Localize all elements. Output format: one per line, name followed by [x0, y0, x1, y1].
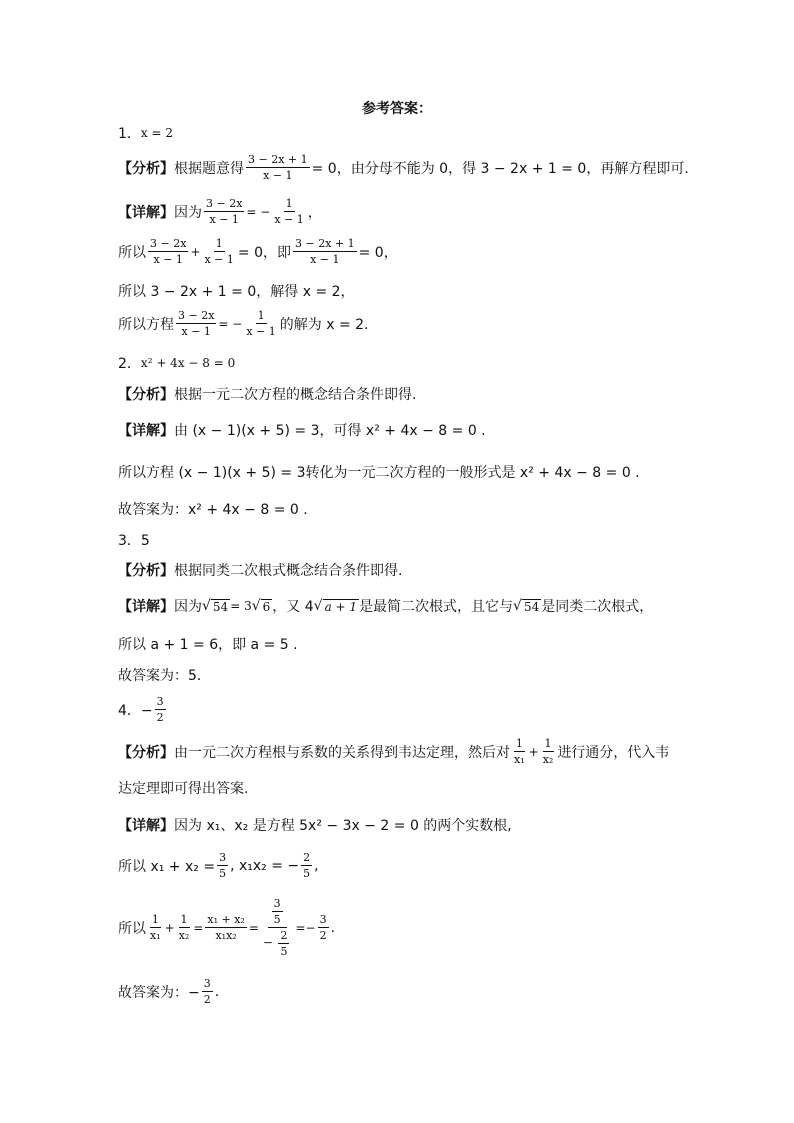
q1-detail-tag: 【详解】 [118, 204, 174, 221]
q3-detail-line [118, 596, 653, 616]
q4-detail-line [118, 815, 512, 835]
q1-answer-line [118, 123, 173, 143]
q2-line2: 所以方程 (x − 1)(x + 5) = 3转化为一元二次方程的一般形式是 x² + 4x − 8 = 0 . [118, 465, 640, 481]
q3-detail-tag: 【详解】 [118, 599, 174, 615]
q4-analysis-line [118, 736, 669, 767]
q1-answer: x = 2 [140, 126, 174, 140]
fraction-numerator: 1 [544, 737, 552, 750]
q4-detail-text: 因为 x₁、x₂ 是方程 5x² − 3x − 2 = 0 的两个实数根, [174, 818, 512, 834]
fraction [155, 694, 166, 725]
fraction-numerator [268, 896, 287, 928]
q2-number: 2． [118, 356, 141, 372]
q1-line2-text-c: = 0， [358, 244, 398, 261]
fraction-denominator: x − 1 [263, 169, 293, 182]
equals-minus: = − [246, 204, 271, 219]
q3-analysis-text: 根据同类二次根式概念结合条件即得. [174, 563, 403, 579]
q3-detail-text-a: 因为 [174, 599, 202, 615]
q1-line2 [118, 236, 398, 267]
q2-analysis-text: 根据一元二次方程的概念结合条件即得. [174, 387, 417, 403]
equals-minus: = − [218, 316, 243, 331]
fraction-numerator: x₁ + x₂ [207, 913, 245, 926]
q1-line4 [118, 308, 369, 339]
q4-line4 [118, 976, 219, 1007]
fraction [272, 896, 283, 927]
fraction-denominator: 5 [280, 945, 288, 958]
equals-sign: = [248, 920, 259, 935]
radical-sign: √ [202, 598, 211, 614]
fraction-numerator: 3 − 2x [206, 197, 243, 210]
q1-detail-line [118, 196, 322, 227]
q1-line4-text-a: 所以方程 [118, 316, 174, 333]
q3-detail-text-d: 是最简二次根式，且它与 [359, 599, 514, 615]
fraction [541, 736, 556, 767]
q3-line3: 故答案为：5. [118, 668, 202, 684]
minus-sign: − [262, 935, 273, 950]
radical-sign: √ [513, 598, 522, 614]
fraction [272, 196, 305, 227]
q2-line3: 故答案为：x² + 4x − 8 = 0 . [118, 502, 308, 518]
q4-line4-text-a: 故答案为：− [118, 984, 200, 1001]
fraction-numerator: 1 [257, 309, 265, 322]
q2-detail-text: 由 (x − 1)(x + 5) = 3，可得 x² + 4x − 8 = 0 . [174, 423, 486, 439]
q3-answer-line: 3．5 [118, 533, 150, 549]
fraction [176, 308, 216, 339]
fraction [293, 236, 357, 267]
radicand: 54 [212, 599, 229, 614]
fraction [205, 912, 246, 943]
fraction [278, 928, 289, 959]
fraction-denominator: 2 [156, 711, 164, 724]
q3-analysis-tag: 【分析】 [118, 563, 174, 579]
fraction-denominator: x₁x₂ [215, 929, 237, 942]
q4-line2-text-b: , x₁x₂ = − [230, 857, 300, 874]
q4-number: 4．− [118, 702, 153, 719]
period: . [330, 919, 336, 936]
q4-line3-text-a: 所以 [118, 920, 146, 937]
fraction [202, 976, 213, 1007]
q2-detail-tag: 【详解】 [118, 423, 174, 439]
q1-line2-text-b: = 0，即 [237, 244, 291, 261]
q4-line3 [118, 896, 335, 959]
fraction-denominator: 5 [303, 867, 311, 880]
plus-sign: + [164, 920, 175, 935]
q4-analysis-text-a: 由一元二次方程根与系数的关系得到韦达定理，然后对 [174, 744, 510, 761]
equals-sign: = [295, 920, 306, 935]
q3-analysis-line [118, 560, 402, 580]
q1-analysis-text-a: 根据题意得 [174, 160, 244, 177]
radical-sign: √ [313, 598, 323, 614]
fraction [148, 236, 188, 267]
q3-detail-text-c: ，又 4 [272, 599, 314, 615]
q1-analysis-text-b: = 0，由分母不能为 0，得 3 − 2x + 1 = 0，再解方程即可. [311, 160, 689, 177]
q4-line2-text-a: 所以 x₁ + x₂ = [118, 858, 216, 875]
fraction-denominator: x − 1 [274, 213, 304, 226]
fraction-denominator: x₁ [514, 753, 525, 766]
fraction-numerator: 3 [219, 851, 227, 864]
fraction-denominator: 5 [219, 867, 227, 880]
q2-answer-line [118, 353, 235, 373]
q2-analysis-tag: 【分析】 [118, 387, 174, 403]
fraction [202, 236, 235, 267]
q4-answer-line [118, 694, 168, 725]
fraction-numerator: 2 [280, 929, 288, 942]
q4-line2 [118, 850, 319, 881]
q1-analysis-line [118, 152, 689, 183]
q3-detail-text-b: = 3 [230, 599, 252, 613]
fraction-numerator: 1 [215, 237, 223, 250]
fraction [512, 736, 527, 767]
fraction-denominator: x − 1 [209, 213, 239, 226]
q1-line2-text-a: 所以 [118, 244, 146, 261]
fraction-denominator: x − 1 [310, 253, 340, 266]
period: . [214, 983, 220, 1000]
q4-line2-text-c: , [314, 857, 319, 874]
compound-fraction [261, 896, 294, 959]
fraction-numerator: 1 [515, 737, 523, 750]
q4-analysis-tag: 【分析】 [118, 744, 174, 761]
fraction-denominator: x₂ [542, 753, 554, 766]
fraction-numerator: 1 [151, 913, 159, 926]
fraction-numerator: 3 − 2x + 1 [248, 153, 308, 166]
fraction-denominator: x − 1 [181, 325, 211, 338]
equals-sign: = [193, 920, 204, 935]
q4-detail-tag: 【详解】 [118, 818, 174, 834]
fraction-numerator: 3 [319, 913, 327, 926]
fraction-denominator: x − 1 [153, 253, 183, 266]
fraction-numerator: 1 [285, 197, 293, 210]
q2-detail-line [118, 420, 486, 440]
comma: ， [307, 204, 322, 221]
radicand: 6 [262, 599, 271, 614]
page-title: 参考答案： [362, 101, 432, 117]
fraction [204, 196, 244, 227]
q4-analysis-line2: 达定理即可得出答案. [118, 781, 249, 797]
q1-line4-text-b: 的解为 x = 2. [279, 316, 369, 333]
fraction-denominator: 2 [319, 929, 327, 942]
fraction-denominator: 5 [273, 913, 281, 926]
fraction-denominator: x − 1 [246, 325, 276, 338]
fraction-denominator: 2 [203, 993, 211, 1006]
fraction-numerator: 3 − 2x [178, 309, 215, 322]
q3-line2: 所以 a + 1 = 6，即 a = 5 . [118, 637, 298, 653]
fraction-numerator: 3 − 2x [150, 237, 187, 250]
fraction-numerator: 3 [156, 695, 164, 708]
q1-detail-text: 因为 [174, 204, 202, 221]
minus-sign: − [305, 920, 316, 935]
q4-analysis-text-b: 进行通分，代入韦 [557, 744, 670, 761]
q3-detail-text-e: 是同类二次根式， [541, 599, 654, 615]
fraction [177, 912, 192, 943]
fraction [244, 308, 277, 339]
fraction [318, 912, 329, 943]
fraction-denominator: x − 1 [204, 253, 234, 266]
q1-analysis-tag: 【分析】 [118, 160, 174, 177]
radicand: 54 [523, 599, 540, 614]
fraction-numerator: 3 [273, 897, 281, 910]
fraction-numerator: 2 [303, 851, 311, 864]
fraction-denominator [261, 928, 294, 959]
fraction-numerator: 1 [180, 913, 188, 926]
fraction [217, 850, 228, 881]
fraction [301, 850, 312, 881]
fraction-denominator: x₂ [178, 929, 190, 942]
q2-answer: x² + 4x − 8 = 0 [140, 356, 236, 370]
fraction [148, 912, 163, 943]
radical-sign: √ [251, 598, 261, 614]
plus-sign: + [528, 744, 539, 759]
q1-line3: 所以 3 − 2x + 1 = 0，解得 x = 2， [118, 284, 355, 300]
radicand: a + 1 [324, 599, 358, 614]
fraction-numerator: 3 [203, 977, 211, 990]
q1-number: 1． [118, 126, 141, 142]
plus-sign: + [190, 244, 201, 259]
q2-analysis-line [118, 384, 416, 404]
fraction-denominator: x₁ [150, 929, 161, 942]
q1-analysis-fraction [246, 152, 310, 183]
fraction-numerator: 3 − 2x + 1 [295, 237, 355, 250]
